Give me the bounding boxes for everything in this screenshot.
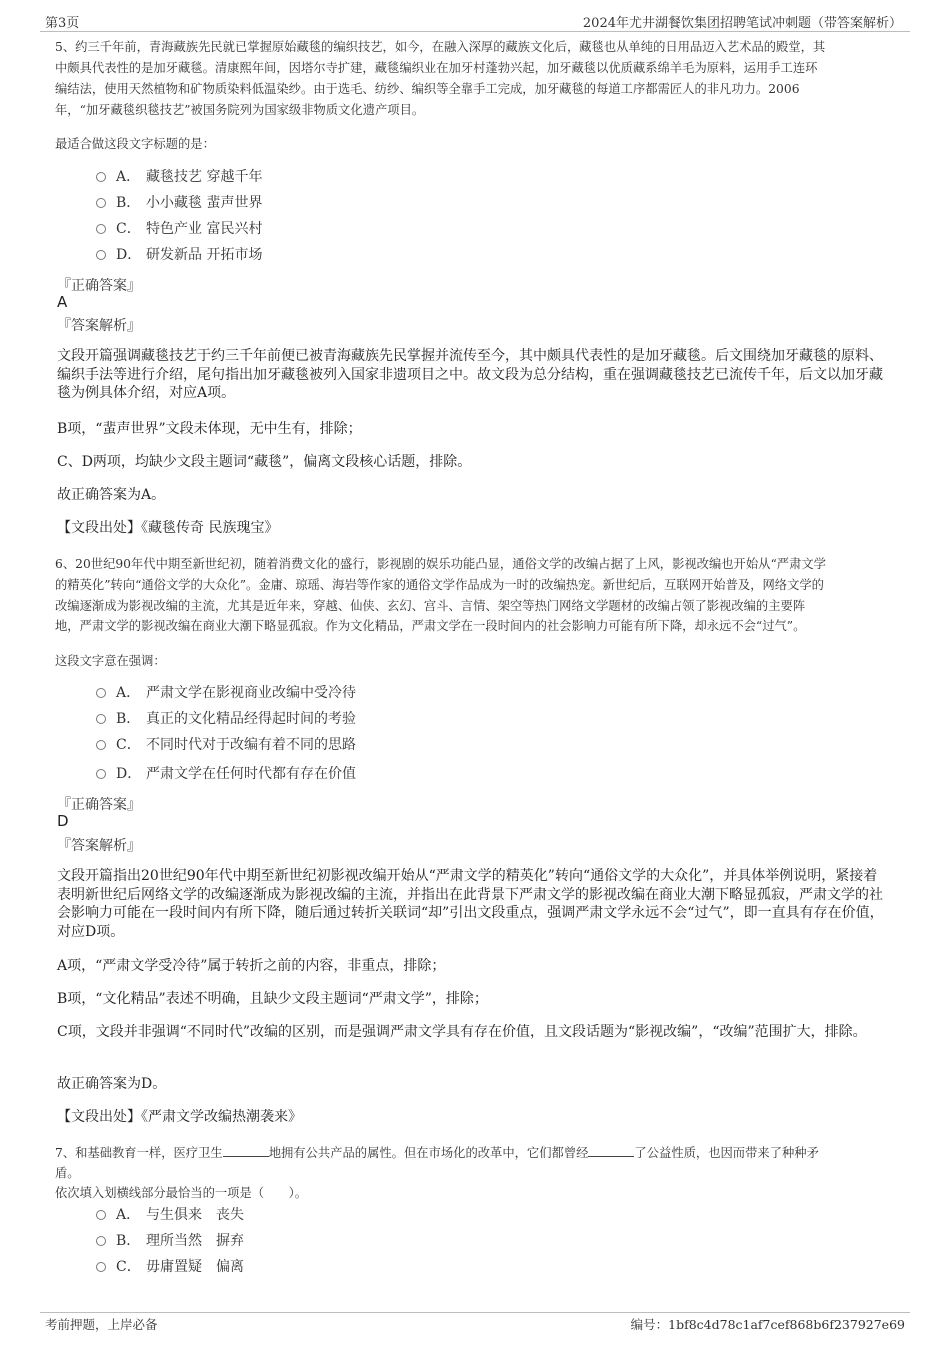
q7-stem-line-1: 7、和基础教育一样，医疗卫生 地拥有公共产品的属性。但在市场化的改革中，它们都曾经 了公益性质，也因而带来了种种矛 [55,1146,819,1160]
q5-analysis-b: B项，“蜚声世界”文段未体现，无中生有，排除； [57,421,362,437]
page-footer [0,1300,950,1345]
q5-option-d[interactable]: D． 研发新品 开拓市场 [96,244,262,266]
document-code: 编号：1bf8c4d78c1af7cef868b6f237927e69 [630,1317,905,1332]
radio-icon[interactable] [96,224,106,234]
q5-conclusion: 故正确答案为A。 [57,487,166,503]
fill-blank-2 [588,1146,634,1157]
fill-blank-1 [223,1146,269,1157]
document-title: 2024年尤井湖餐饮集团招聘笔试冲刺题（带答案解析） [582,16,902,31]
radio-icon[interactable] [96,688,106,698]
q6-passage-line-4: 地，严肃文学的影视改编在商业大潮下略显孤寂。作为文化精品，严肃文学在一段时间内的社会影响力可能有所下降，却永远不会“过气”。 [55,619,806,633]
q6-analysis-c: C项，文段并非强调“不同时代”改编的区别，而是强调严肃文学具有存在价值，且文段话题为“影视改编”，“改编”范围扩大，排除。 [57,1024,867,1040]
header-divider [40,31,910,32]
q5-passage-line-4: 年，“加牙藏毯织毯技艺”被国务院列为国家级非物质文化遗产项目。 [55,103,425,117]
q5-passage-line-2: 中颇具代表性的是加牙藏毯。清康熙年间，因塔尔寺扩建，藏毯编织业在加牙村蓬勃兴起，加牙藏毯以优质藏系绵羊毛为原料，运用手工连环 [55,61,818,75]
q5-option-c[interactable]: C． 特色产业 富民兴村 [96,218,262,240]
q6-source: 【文段出处】《严肃文学改编热潮袭来》 [57,1109,302,1125]
q6-option-a[interactable]: A． 严肃文学在影视商业改编中受冷待 [96,682,356,704]
q5-question-stem: 最适合做这段文字标题的是： [55,137,215,151]
radio-icon[interactable] [96,250,106,260]
q6-analysis-b: B项，“文化精品”表述不明确，且缺少文段主题词“严肃文学”，排除； [57,991,488,1007]
q6-option-b[interactable]: B． 真正的文化精品经得起时间的考验 [96,708,356,730]
radio-icon[interactable] [96,172,106,182]
q6-option-c[interactable]: C． 不同时代对于改编有着不同的思路 [96,734,356,756]
footer-divider [40,1312,910,1313]
page-header [0,0,950,40]
q6-answer-label: 『正确答案』 [57,797,141,813]
q6-passage-line-3: 改编逐渐成为影视改编的主流，尤其是近年来，穿越、仙侠、玄幻、宫斗、言情、架空等热门网络文学题材的改编占领了影视改编的主要阵 [55,599,806,613]
radio-icon[interactable] [96,1236,106,1246]
q7-option-b[interactable]: B． 理所当然 摒弃 [96,1230,244,1252]
q5-answer: A [57,293,68,311]
radio-icon[interactable] [96,1210,106,1220]
radio-icon[interactable] [96,198,106,208]
page-number: 第3页 [45,16,80,31]
q5-passage-line-3: 编结法，使用天然植物和矿物质染料低温染纱。由于选毛、纺纱、编织等全靠手工完成，加牙藏毯的每道工序都需匠人的非凡功力。2006 [55,82,800,96]
q7-option-c[interactable]: C． 毋庸置疑 偏离 [96,1256,244,1278]
q6-answer: D [57,812,69,830]
q6-question-stem: 这段文字意在强调： [55,654,166,668]
radio-icon[interactable] [96,769,106,779]
radio-icon[interactable] [96,1262,106,1272]
radio-icon[interactable] [96,740,106,750]
q6-analysis-label: 『答案解析』 [57,838,141,854]
q5-option-b[interactable]: B． 小小藏毯 蜚声世界 [96,192,262,214]
q5-answer-label: 『正确答案』 [57,278,141,294]
q6-option-d[interactable]: D． 严肃文学在任何时代都有存在价值 [96,763,356,785]
q5-option-a[interactable]: A． 藏毯技艺 穿越千年 [96,166,262,188]
q5-analysis-cd: C、D两项，均缺少文段主题词“藏毯”，偏离文段核心话题，排除。 [57,454,472,470]
footer-slogan: 考前押题，上岸必备 [45,1317,158,1332]
q5-analysis-paragraph: 文段开篇强调藏毯技艺于约三千年前便已被青海藏族先民掌握并流传至今，其中颇具代表性的是加牙藏毯。后文围绕加牙藏毯的原料、编织手法等进行介绍，尾句指出加牙藏毯被列入国家非遗项目之中。故文段为总分结构，重在强调藏毯技艺已流传千年，后文以加牙藏毯为例具体介绍，对应A项。 [57,348,883,401]
q6-analysis-paragraph: 文段开篇指出20世纪90年代中期至新世纪初影视改编开始从“严肃文学的精英化”转向“通俗文学的大众化”，并具体举例说明，紧接着表明新世纪后网络文学的改编逐渐成为影视改编的主流，并指出在此背景下严肃文学的影视改编在商业大潮下略显孤寂，严肃文学的社会影响力可能在一段时间内有所下降，随后通过转折关联词“却”引出文段重点，强调严肃文学永远不会“过气”，即一直具有存在价值，对应D项。 [57,868,884,940]
q6-passage-line-2: 的精英化”转向“通俗文学的大众化”。金庸、琼瑶、海岩等作家的通俗文学作品成为一时的改编热宠。新世纪后，互联网开始普及，网络文学的 [55,578,824,592]
q5-analysis-label: 『答案解析』 [57,318,141,334]
q5-source: 【文段出处】《藏毯传奇 民族瑰宝》 [57,520,279,536]
q6-conclusion: 故正确答案为D。 [57,1076,167,1092]
q7-stem-line-2: 盾。 [55,1166,80,1180]
q6-analysis-a: A项，“严肃文学受冷待”属于转折之前的内容，非重点，排除； [57,958,446,974]
q6-passage-line-1: 6、20世纪90年代中期至新世纪初，随着消费文化的盛行，影视剧的娱乐功能凸显，通俗文学的改编占据了上风，影视改编也开始从“严肃文学 [55,557,826,571]
radio-icon[interactable] [96,714,106,724]
q7-option-a[interactable]: A． 与生俱来 丧失 [96,1204,244,1226]
q5-passage-line-1: 5、约三千年前，青海藏族先民就已掌握原始藏毯的编织技艺，如今，在融入深厚的藏族文化后，藏毯也从单纯的日用品迈入艺术品的殿堂，其 [55,40,826,54]
q7-instruction: 依次填入划横线部分最恰当的一项是（ ）。 [55,1186,308,1200]
